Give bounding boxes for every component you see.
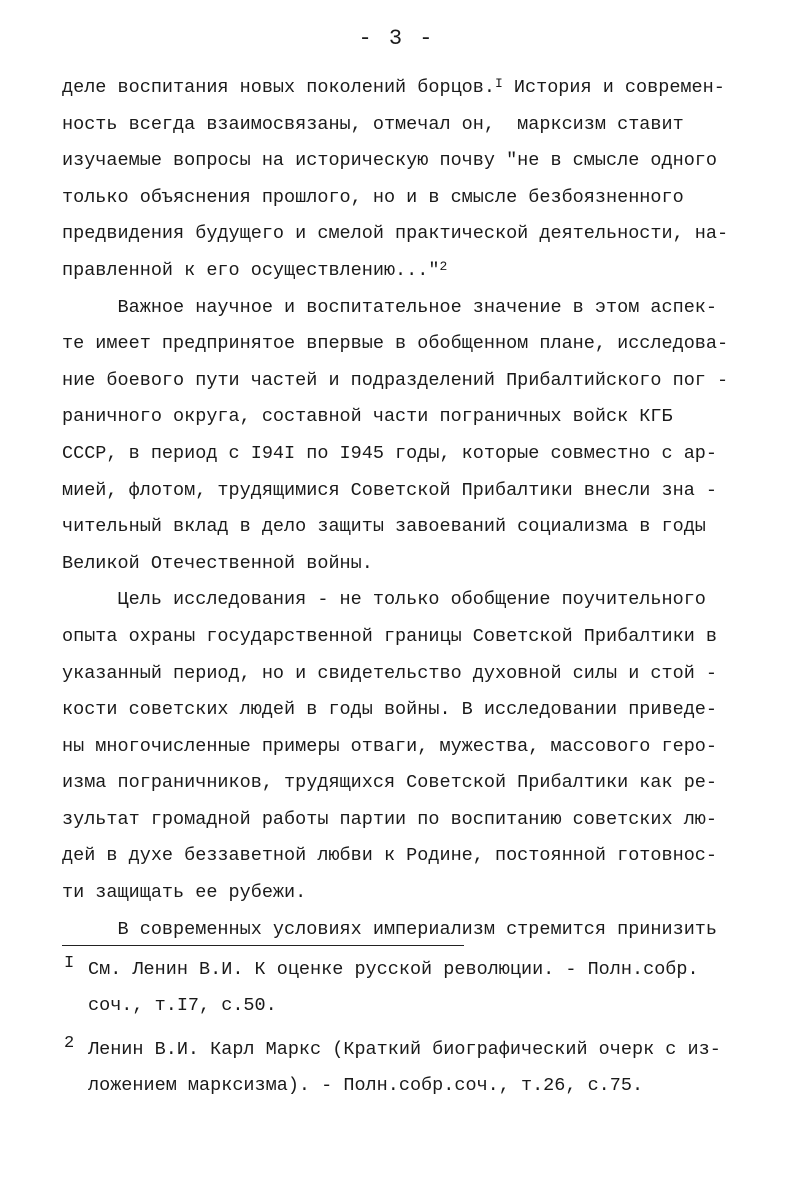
text-line: чительный вклад в дело защиты завоеваний социализма в годы bbox=[62, 516, 706, 538]
footnote-2 bbox=[62, 1032, 734, 1104]
text-line: указанный период, но и свидетельство духовной силы и стой - bbox=[62, 662, 718, 684]
footnote-line: Ленин В.И. Карл Маркс (Краткий биографический очерк с из- bbox=[88, 1039, 721, 1060]
text-line: те имеет предпринятое впервые в обобщенном плане, исследова- bbox=[62, 333, 729, 355]
text-line: В современных условиях империализм стремится принизить bbox=[62, 918, 718, 940]
footnote-line: ложением марксизма). - Полн.собр.соч., т.26, с.75. bbox=[88, 1075, 644, 1096]
text-line: СССР, в период с I94I по I945 годы, которые совместно с ар- bbox=[62, 442, 718, 464]
text-line: предвидения будущего и смелой практической деятельности, на- bbox=[62, 223, 729, 245]
text-line: изучаемые вопросы на историческую почву "не в смысле одного bbox=[62, 150, 718, 172]
text-line: кости советских людей в годы войны. В исследовании приведе- bbox=[62, 699, 718, 721]
footnote-line: См. Ленин В.И. К оценке русской революции. - Полн.собр. bbox=[88, 959, 699, 980]
text-line-part: правленной к его осуществлению..." bbox=[62, 259, 440, 281]
text-line: ти защищать ее рубежи. bbox=[62, 882, 307, 904]
text-line bbox=[62, 70, 734, 107]
page-number: - 3 - bbox=[358, 26, 435, 51]
text-line: Великой Отечественной войны. bbox=[62, 552, 373, 574]
text-line: раничного округа, составной части пограничных войск КГБ bbox=[62, 406, 673, 428]
text-line: мией, флотом, трудящимися Советской Прибалтики внесли зна - bbox=[62, 479, 718, 501]
footnote-line: соч., т.I7, с.50. bbox=[88, 995, 277, 1016]
text-line: изма пограничников, трудящихся Советской Прибалтики как ре- bbox=[62, 772, 718, 794]
footnote-ref-1: I bbox=[494, 76, 503, 91]
footnote-1 bbox=[62, 952, 734, 1024]
text-line: ность всегда взаимосвязаны, отмечал он, марксизм ставит bbox=[62, 113, 684, 135]
text-line: зультат громадной работы партии по воспитанию советских лю- bbox=[62, 808, 718, 830]
footnote-mark: I bbox=[64, 954, 75, 973]
text-line-part: деле воспитания новых поколений борцов. bbox=[62, 77, 495, 98]
text-line-part: История и современ- bbox=[502, 77, 725, 98]
text-line: только объяснения прошлого, но и в смысле безбоязненного bbox=[62, 186, 684, 208]
text-line: дей в духе беззаветной любви к Родине, постоянной готовнос- bbox=[62, 845, 718, 867]
text-line: Цель исследования - не только обобщение поучительного bbox=[62, 589, 706, 611]
footnote-ref-2: 2 bbox=[439, 258, 448, 274]
paragraph-3 bbox=[62, 582, 734, 911]
text-line: ние боевого пути частей и подразделений Прибалтийского пог - bbox=[62, 369, 729, 391]
footnote-mark: 2 bbox=[64, 1034, 75, 1053]
paragraph-2 bbox=[62, 290, 734, 583]
footnote-divider bbox=[62, 945, 464, 946]
footnotes bbox=[62, 952, 734, 1112]
body-text bbox=[62, 70, 734, 948]
text-line: Важное научное и воспитательное значение в этом аспек- bbox=[62, 296, 718, 318]
paragraph-1 bbox=[62, 70, 734, 290]
text-line: опыта охраны государственной границы Советской Прибалтики в bbox=[62, 625, 718, 647]
text-line: ны многочисленные примеры отваги, мужества, массового геро- bbox=[62, 735, 718, 757]
text-line bbox=[62, 253, 734, 290]
paragraph-4 bbox=[62, 912, 734, 949]
